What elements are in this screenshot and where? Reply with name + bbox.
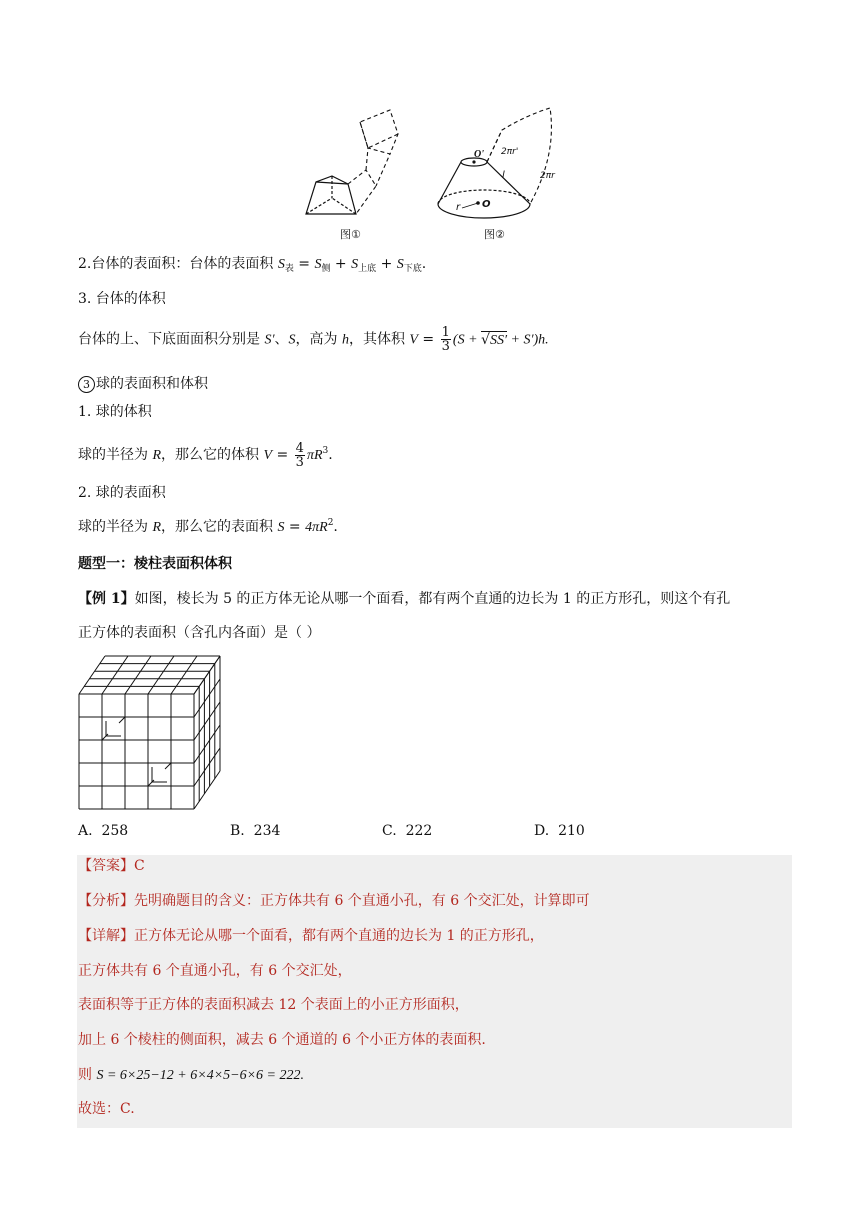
solution-detail-2: 正方体共有 6 个直通小孔，有 6 个交汇处， [78, 963, 352, 979]
section-title: 题型一：棱柱表面积体积 [78, 556, 232, 572]
solution-conclusion: 故选：C. [78, 1101, 135, 1117]
option-a[interactable]: A. 258 [78, 823, 129, 839]
solution-detail-3: 表面积等于正方体的表面积减去 12 个表面上的小正方形面积， [78, 997, 469, 1013]
option-b[interactable]: B. 234 [230, 823, 281, 839]
example-line-1: 【例 1】如图，棱长为 5 的正方体无论从哪一个面看，都有两个直通的边长为 1 的正方形孔，则这个有孔 [78, 591, 731, 607]
label-r: r [456, 202, 461, 213]
figure-1-frustum-net [300, 100, 420, 245]
frustum-volume-formula: 台体的上、下底面面积分别是 S′、S，高为 h，其体积 V = $\frac{1}{3}$ (S + √SS′ + S′)h. [78, 325, 549, 354]
figure-2-caption: 图② [484, 228, 505, 241]
figure-2-cone-frustum-net [432, 100, 582, 245]
solution-analysis: 【分析】先明确题目的含义：正方体共有 6 个直通小孔，有 6 个交汇处，计算即可 [78, 893, 590, 909]
frustum-volume-heading: 3. 台体的体积 [78, 291, 166, 307]
option-c[interactable]: C. 222 [382, 823, 433, 839]
example-line-2: 正方体的表面积（含孔内各面）是（ ） [78, 625, 321, 641]
label-o: O [482, 199, 491, 210]
sphere-volume-formula: 球的半径为 R，那么它的体积 V = $\frac{4}{3}$ $\pi R^3$. [78, 440, 333, 470]
holed-cube-figure [74, 652, 228, 812]
label-slant: l [502, 170, 505, 181]
label-top-arc: 2πr' [501, 147, 519, 157]
option-d[interactable]: D. 210 [534, 823, 585, 839]
solution-detail-1: 【详解】正方体无论从哪一个面看，都有两个直通的边长为 1 的正方形孔， [78, 928, 544, 944]
frustum-surface-line: 2.台体的表面积：台体的表面积 $S_表 = S_侧 + S_{上底} + S_{下底}$. [78, 256, 427, 274]
figure-1-caption: 图① [340, 228, 361, 241]
sphere-surface-heading: 2. 球的表面积 [78, 485, 166, 501]
label-bottom-arc: 2πr [540, 171, 555, 181]
sphere-surface-formula: 球的半径为 R，那么它的表面积 $S = 4\pi R^2$. [78, 518, 338, 535]
solution-detail-4: 加上 6 个棱柱的侧面积，减去 6 个通道的 6 个小正方体的表面积. [78, 1032, 486, 1048]
sphere-heading: 3 球的表面积和体积 [78, 374, 208, 394]
solution-answer: 【答案】C [78, 858, 145, 874]
solution-formula: 则 S = 6×25−12 + 6×4×5−6×6 = 222. [78, 1067, 304, 1083]
label-o-prime: O' [474, 149, 484, 160]
sphere-volume-heading: 1. 球的体积 [78, 404, 152, 420]
